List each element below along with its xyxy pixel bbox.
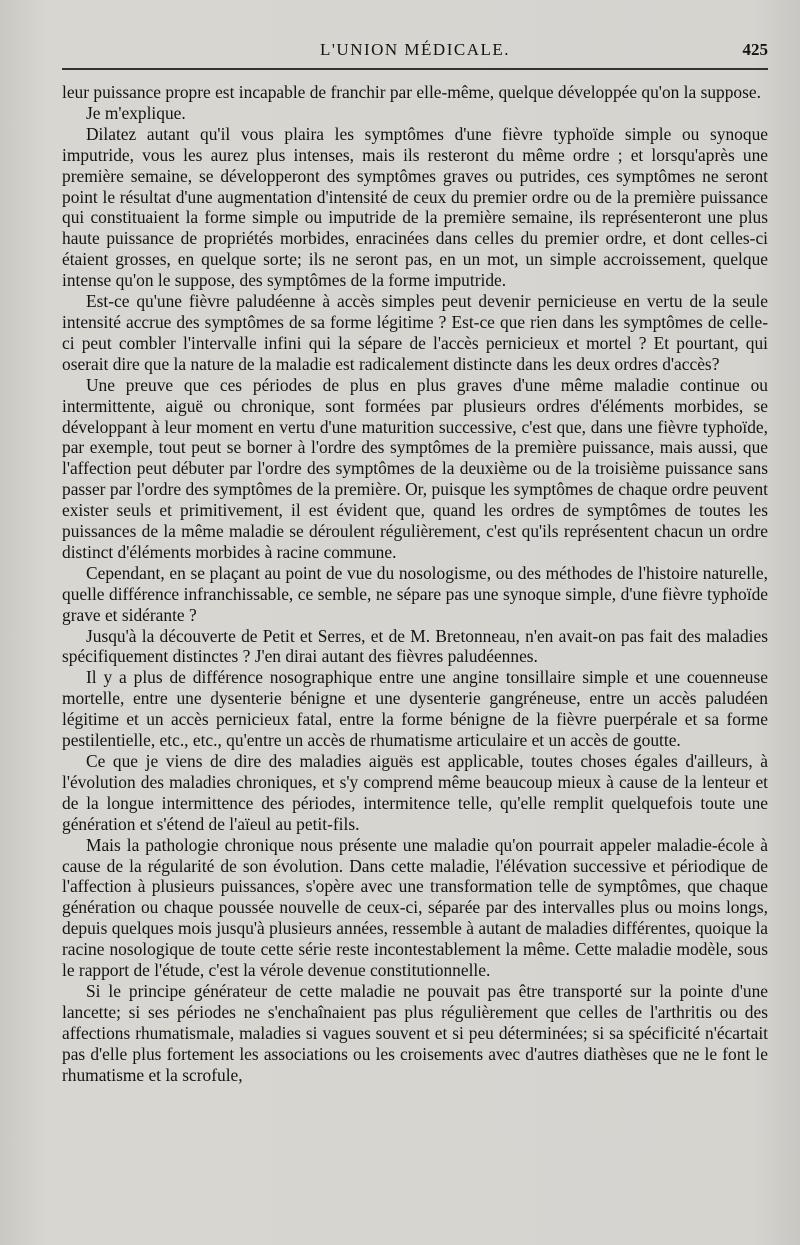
running-title: L'UNION MÉDICALE.: [319, 40, 511, 59]
paragraph: Jusqu'à la découverte de Petit et Serres, et de M. Bretonneau, n'en avait-on pas fait des maladies spécifiquement distinctes ? J'en dirai autant des fièvres paludéennes.: [62, 625, 768, 667]
page-number: 425: [742, 40, 768, 59]
paragraph: Dilatez autant qu'il vous plaira les symptômes d'une fièvre typhoïde simple ou synoque imputride, vous les aurez plus intenses, mais ils resteront du même ordre ; et lorsqu'après une première semaine, se développeront des symptômes graves ou putrides, ces symptômes ne seront point le résultat d'une augmentation d'intensité de ceux du premier ordre ou de la première puissance qui constituaient la forme simple ou imputride de la première semaine, ils représenteront une plus haute puissance de propriétés morbides, enracinées dans celles du premier ordre, et dont celles-ci étaient grosses, en quelque sorte; ils ne seront pas, en un mot, un simple accroissement, quelque intense qu'on le suppose, des symptômes de la forme imputride.: [62, 123, 768, 291]
paragraph: Si le principe générateur de cette maladie ne pouvait pas être transporté sur la pointe d'une lancette; si ses périodes ne s'enchaînaient pas plus régulièrement que celles de l'arthritis ou des affections rhumatismale, maladies si vagues souvent et si peu déterminées; si sa spécificité n'écartait pas d'elle plus fortement les associations ou les croisements avec d'autres diathèses que ne le font le rhumatisme et la scrofule,: [62, 980, 768, 1085]
paragraph: Je m'explique.: [86, 102, 186, 123]
body-text: [62, 82, 768, 1086]
paragraph: Cependant, en se plaçant au point de vue du nosologisme, ou des méthodes de l'histoire naturelle, quelle différence infranchissable, ce semble, ne sépare pas une synoque simple, d'une fièvre typhoïde grave et sidérante ?: [62, 562, 768, 625]
paragraph: Il y a plus de différence nosographique entre une angine tonsillaire simple et une couenneuse mortelle, entre une dysenterie bénigne et une dysenterie gangréneuse, entre un accès paludéen légitime et un accès pernicieux fatal, entre la forme bénigne de la fièvre puerpérale et sa forme pestilentielle, etc., etc., qu'entre un accès de rhumatisme articulaire et un accès de goutte.: [62, 667, 768, 751]
paragraph: Est-ce qu'une fièvre paludéenne à accès simples peut devenir pernicieuse en vertu de la seule intensité accrue des symptômes de sa forme légitime ? Est-ce que rien dans les symptômes de celle-ci peut combler l'intervalle infini qui la sépare de l'accès pernicieux et mortel ? Et pourtant, qui oserait dire que la nature de la maladie est radicalement distincte dans les deux ordres d'accès?: [62, 291, 768, 374]
page-header: [62, 36, 768, 64]
header-rule: [62, 68, 768, 70]
paragraph: Une preuve que ces périodes de plus en plus graves d'une même maladie continue ou intermittente, aiguë ou chronique, sont formées par plusieurs ordres d'éléments morbides, se développant à leur moment en vertu d'une maturition successive, c'est que, dans une fièvre typhoïde, par exemple, tout peut se borner à l'ordre des symptômes de la première puissance, mais aussi, que l'affection peut débuter par l'ordre des symptômes de la deuxième ou de la troisième puissance sans passer par l'ordre des symptômes de la première. Or, puisque les symptômes de chaque ordre peuvent exister seuls et primitivement, il est évident que, quand les ordres de symptômes de toutes les puissances de la même maladie se déroulent régulièrement, c'est qu'ils représentent chacun un ordre distinct d'éléments morbides à racine commune.: [62, 374, 768, 562]
paragraph: leur puissance propre est incapable de franchir par elle-même, quelque développée qu'on la suppose.: [62, 82, 761, 102]
paragraph: Mais la pathologie chronique nous présente une maladie qu'on pourrait appeler maladie-école à cause de la régularité de son évolution. Dans cette maladie, l'élévation successive et périodique de l'affection à plusieurs puissances, s'opère avec une transformation telle de symptômes, que chaque génération ou chaque poussée nouvelle de ceux-ci, séparée par des intervalles plus ou moins longs, depuis quelques mois jusqu'à plusieurs années, ressemble à autant de maladies différentes, quoique la racine nosologique de toute cette série reste incontestablement la même. Cette maladie modèle, sous le rapport de l'étude, c'est la vérole devenue constitutionnelle.: [62, 834, 768, 981]
paragraph: Ce que je viens de dire des maladies aiguës est applicable, toutes choses égales d'ailleurs, à l'évolution des maladies chroniques, et s'y comprend même beaucoup mieux à cause de la lenteur et de la longue intermittence des périodes, intermitence telle, qu'elle remplit quelquefois toute une génération et s'étend de l'aïeul au petit-fils.: [62, 751, 768, 834]
